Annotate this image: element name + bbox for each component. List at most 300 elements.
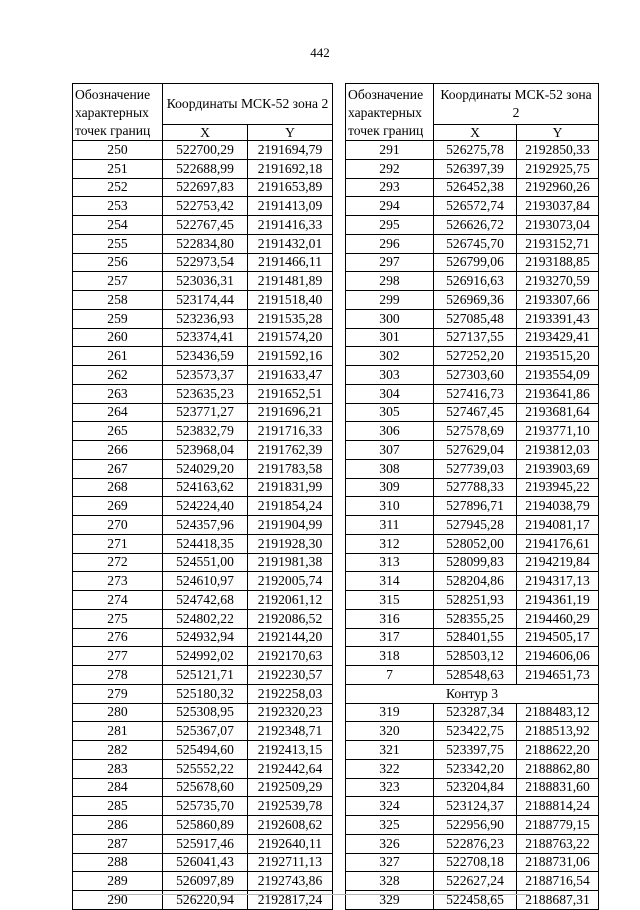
x-value: 524029,20 [163,459,248,478]
coordinates-table-right [345,83,599,910]
table-row [73,872,333,891]
x-value: 522627,24 [434,872,517,891]
contour-label: Контур 3 [346,684,599,703]
x-value: 524610,97 [163,572,248,591]
y-value: 2191694,79 [248,141,333,160]
table-row [346,534,599,553]
point-number: 328 [346,872,434,891]
y-value: 2193903,69 [517,459,599,478]
x-value: 528052,00 [434,534,517,553]
table-row [73,647,333,666]
y-value: 2188779,15 [517,816,599,835]
y-value: 2192509,29 [248,778,333,797]
x-value: 523204,84 [434,778,517,797]
point-number: 290 [73,891,163,910]
y-value: 2192320,23 [248,703,333,722]
table-row [73,347,333,366]
point-number: 276 [73,628,163,647]
table-row [73,853,333,872]
x-value: 524932,94 [163,628,248,647]
y-value: 2192539,78 [248,797,333,816]
table-row [346,628,599,647]
table-row [73,197,333,216]
table-row [346,647,599,666]
table-row [346,216,599,235]
table-row [346,553,599,572]
y-value: 2193515,20 [517,347,599,366]
y-value: 2191783,58 [248,459,333,478]
point-number: 297 [346,253,434,272]
y-header: Y [248,125,333,141]
point-number: 293 [346,178,434,197]
x-value: 524357,96 [163,516,248,535]
point-number: 288 [73,853,163,872]
x-value: 523287,34 [434,703,517,722]
x-value: 527416,73 [434,384,517,403]
y-value: 2192817,24 [248,891,333,910]
x-value: 527578,69 [434,422,517,441]
y-value: 2191652,51 [248,384,333,403]
y-value: 2194460,29 [517,609,599,628]
x-value: 522767,45 [163,216,248,235]
point-number: 287 [73,834,163,853]
y-value: 2191592,16 [248,347,333,366]
x-value: 523771,27 [163,403,248,422]
point-number: 279 [73,684,163,703]
point-number: 329 [346,891,434,910]
table-row [346,797,599,816]
table-row [73,834,333,853]
table-row [346,366,599,385]
point-number: 282 [73,741,163,760]
x-value: 525735,70 [163,797,248,816]
point-number: 262 [73,366,163,385]
point-number: 281 [73,722,163,741]
x-value: 526916,63 [434,272,517,291]
table-row [346,422,599,441]
y-value: 2192711,13 [248,853,333,872]
y-value: 2191466,11 [248,253,333,272]
x-value: 523036,31 [163,272,248,291]
y-value: 2193307,66 [517,291,599,310]
y-value: 2192170,63 [248,647,333,666]
point-number: 321 [346,741,434,760]
y-value: 2191481,89 [248,272,333,291]
point-number: 265 [73,422,163,441]
table-row [346,609,599,628]
table-row [346,253,599,272]
table-row [73,816,333,835]
y-value: 2193945,22 [517,478,599,497]
x-value: 526397,39 [434,159,517,178]
point-number: 257 [73,272,163,291]
y-value: 2192850,33 [517,141,599,160]
y-value: 2192005,74 [248,572,333,591]
y-value: 2194038,79 [517,497,599,516]
y-value: 2188831,60 [517,778,599,797]
x-value: 522753,42 [163,197,248,216]
x-value: 527629,04 [434,441,517,460]
page-number: 442 [310,45,330,60]
point-number: 268 [73,478,163,497]
point-number: 309 [346,478,434,497]
y-value: 2192413,15 [248,741,333,760]
table-row [346,497,599,516]
x-value: 527085,48 [434,309,517,328]
y-value: 2192348,71 [248,722,333,741]
table-row [73,291,333,310]
point-number: 296 [346,234,434,253]
x-value: 528204,86 [434,572,517,591]
table-row [73,216,333,235]
y-value: 2191432,01 [248,234,333,253]
x-value: 527467,45 [434,403,517,422]
point-number: 319 [346,703,434,722]
table-body-left [73,141,333,910]
table-row [73,403,333,422]
table-row [73,384,333,403]
table-row [346,178,599,197]
x-value: 522700,29 [163,141,248,160]
y-value: 2194081,17 [517,516,599,535]
table-row [73,534,333,553]
table-row [346,234,599,253]
point-number: 298 [346,272,434,291]
x-value: 526799,06 [434,253,517,272]
table-row [73,272,333,291]
y-value: 2192960,26 [517,178,599,197]
y-value: 2191981,38 [248,553,333,572]
x-value: 523124,37 [434,797,517,816]
table-row [73,441,333,460]
point-number: 295 [346,216,434,235]
y-value: 2192743,86 [248,872,333,891]
y-value: 2192230,57 [248,666,333,685]
table-row [73,178,333,197]
table-row [346,516,599,535]
table-row [73,328,333,347]
point-number: 294 [346,197,434,216]
y-value: 2188513,92 [517,722,599,741]
x-value: 523397,75 [434,741,517,760]
x-value: 525308,95 [163,703,248,722]
point-number: 252 [73,178,163,197]
point-number: 264 [73,403,163,422]
y-value: 2193188,85 [517,253,599,272]
x-value: 525860,89 [163,816,248,835]
table-row [73,591,333,610]
x-value: 524992,02 [163,647,248,666]
table-row [346,722,599,741]
table-body-right [346,141,599,910]
table-row [73,703,333,722]
table-row [73,422,333,441]
point-number: 306 [346,422,434,441]
y-value: 2192442,64 [248,759,333,778]
x-value: 522973,54 [163,253,248,272]
point-number: 253 [73,197,163,216]
point-number: 301 [346,328,434,347]
point-number: 311 [346,516,434,535]
point-number: 323 [346,778,434,797]
y-value: 2188687,31 [517,891,599,910]
table-row [346,141,599,160]
point-number: 260 [73,328,163,347]
y-header: Y [517,125,599,141]
table-row [73,516,333,535]
point-number: 284 [73,778,163,797]
y-value: 2188814,24 [517,797,599,816]
x-value: 524163,62 [163,478,248,497]
y-value: 2192144,20 [248,628,333,647]
point-number: 250 [73,141,163,160]
y-value: 2193429,41 [517,328,599,347]
x-value: 522876,23 [434,834,517,853]
point-label-header: Обозначение характерных точек границ [346,84,434,141]
table-row [346,328,599,347]
x-value: 528548,63 [434,666,517,685]
point-number: 318 [346,647,434,666]
x-value: 524802,22 [163,609,248,628]
x-value: 528503,12 [434,647,517,666]
y-value: 2191854,24 [248,497,333,516]
table-row [73,497,333,516]
y-value: 2191696,21 [248,403,333,422]
y-value: 2194317,13 [517,572,599,591]
x-value: 527788,33 [434,478,517,497]
table-row [346,309,599,328]
point-number: 270 [73,516,163,535]
table-row [346,741,599,760]
table-row [73,553,333,572]
x-header: X [434,125,517,141]
y-value: 2188622,20 [517,741,599,760]
y-value: 2191928,30 [248,534,333,553]
point-number: 272 [73,553,163,572]
point-number: 307 [346,441,434,460]
point-number: 251 [73,159,163,178]
x-value: 523968,04 [163,441,248,460]
x-value: 528099,83 [434,553,517,572]
x-value: 525121,71 [163,666,248,685]
point-number: 291 [346,141,434,160]
table-row [73,309,333,328]
x-value: 522834,80 [163,234,248,253]
point-number: 277 [73,647,163,666]
table-row [346,197,599,216]
point-number: 289 [73,872,163,891]
table-row [346,572,599,591]
table-row [73,253,333,272]
table-row [73,684,333,703]
point-number: 280 [73,703,163,722]
point-number: 327 [346,853,434,872]
y-value: 2193270,59 [517,272,599,291]
point-number: 322 [346,759,434,778]
table-row [73,759,333,778]
point-number: 303 [346,366,434,385]
table-row [73,159,333,178]
table-row [73,141,333,160]
x-value: 527739,03 [434,459,517,478]
point-number: 256 [73,253,163,272]
table-row [73,572,333,591]
point-number: 286 [73,816,163,835]
table-row [346,703,599,722]
y-value: 2194606,06 [517,647,599,666]
x-value: 525180,32 [163,684,248,703]
point-number: 259 [73,309,163,328]
y-value: 2191716,33 [248,422,333,441]
point-number: 320 [346,722,434,741]
point-number: 305 [346,403,434,422]
table-row [346,347,599,366]
point-number: 316 [346,609,434,628]
x-value: 524551,00 [163,553,248,572]
table-row [346,272,599,291]
y-value: 2188731,06 [517,853,599,872]
table-row [346,478,599,497]
point-label-header: Обозначение характерных точек границ [73,84,163,141]
point-number: 267 [73,459,163,478]
x-value: 526626,72 [434,216,517,235]
coordinates-header: Координаты МСК-52 зона 2 [434,84,599,125]
x-value: 527252,20 [434,347,517,366]
x-value: 526275,78 [434,141,517,160]
x-value: 523236,93 [163,309,248,328]
x-value: 526745,70 [434,234,517,253]
table-row [346,816,599,835]
table-row [346,666,599,685]
x-value: 523436,59 [163,347,248,366]
point-number: 292 [346,159,434,178]
x-value: 526969,36 [434,291,517,310]
table-row [346,591,599,610]
point-number: 274 [73,591,163,610]
y-value: 2191762,39 [248,441,333,460]
y-value: 2193391,43 [517,309,599,328]
table-row [73,628,333,647]
y-value: 2193771,10 [517,422,599,441]
x-value: 526220,94 [163,891,248,910]
table-row [346,759,599,778]
x-value: 522458,65 [434,891,517,910]
point-number: 308 [346,459,434,478]
y-value: 2193812,03 [517,441,599,460]
point-number: 302 [346,347,434,366]
x-value: 528355,25 [434,609,517,628]
x-value: 523174,44 [163,291,248,310]
point-number: 273 [73,572,163,591]
y-value: 2192640,11 [248,834,333,853]
y-value: 2188483,12 [517,703,599,722]
table-row [73,797,333,816]
y-value: 2193152,71 [517,234,599,253]
contour-row [346,684,599,703]
point-number: 317 [346,628,434,647]
point-number: 324 [346,797,434,816]
table-row [73,666,333,685]
table-row [346,384,599,403]
x-value: 526572,74 [434,197,517,216]
x-value: 527137,55 [434,328,517,347]
point-number: 258 [73,291,163,310]
point-number: 304 [346,384,434,403]
point-number: 314 [346,572,434,591]
coordinates-table-left [72,83,333,910]
y-value: 2191416,33 [248,216,333,235]
y-value: 2193554,09 [517,366,599,385]
table-row [346,778,599,797]
table-row [73,478,333,497]
y-value: 2191413,09 [248,197,333,216]
table-row [73,778,333,797]
y-value: 2188763,22 [517,834,599,853]
x-value: 526041,43 [163,853,248,872]
y-value: 2193037,84 [517,197,599,216]
table-row [346,834,599,853]
x-value: 522688,99 [163,159,248,178]
y-value: 2194361,19 [517,591,599,610]
point-number: 254 [73,216,163,235]
table-row [73,741,333,760]
y-value: 2194651,73 [517,666,599,685]
point-number: 266 [73,441,163,460]
point-number: 310 [346,497,434,516]
x-value: 524224,40 [163,497,248,516]
y-value: 2191574,20 [248,328,333,347]
point-number: 299 [346,291,434,310]
y-value: 2192925,75 [517,159,599,178]
table-row [346,291,599,310]
table-row [346,853,599,872]
x-value: 526097,89 [163,872,248,891]
point-number: 271 [73,534,163,553]
y-value: 2188862,80 [517,759,599,778]
table-row [73,609,333,628]
table-row [346,403,599,422]
x-value: 524418,35 [163,534,248,553]
x-value: 525494,60 [163,741,248,760]
y-value: 2194219,84 [517,553,599,572]
point-number: 263 [73,384,163,403]
point-number: 278 [73,666,163,685]
table-row [73,722,333,741]
x-value: 524742,68 [163,591,248,610]
y-value: 2191904,99 [248,516,333,535]
point-number: 326 [346,834,434,853]
y-value: 2192258,03 [248,684,333,703]
point-number: 315 [346,591,434,610]
point-number: 325 [346,816,434,835]
x-value: 525367,07 [163,722,248,741]
x-value: 523635,23 [163,384,248,403]
y-value: 2194176,61 [517,534,599,553]
x-value: 523422,75 [434,722,517,741]
x-value: 523342,20 [434,759,517,778]
y-value: 2193073,04 [517,216,599,235]
point-number: 283 [73,759,163,778]
point-number: 269 [73,497,163,516]
y-value: 2191831,99 [248,478,333,497]
y-value: 2192608,62 [248,816,333,835]
table-row [73,366,333,385]
table-row [346,459,599,478]
x-value: 526452,38 [434,178,517,197]
table-row [73,234,333,253]
table-row [346,159,599,178]
x-value: 527896,71 [434,497,517,516]
